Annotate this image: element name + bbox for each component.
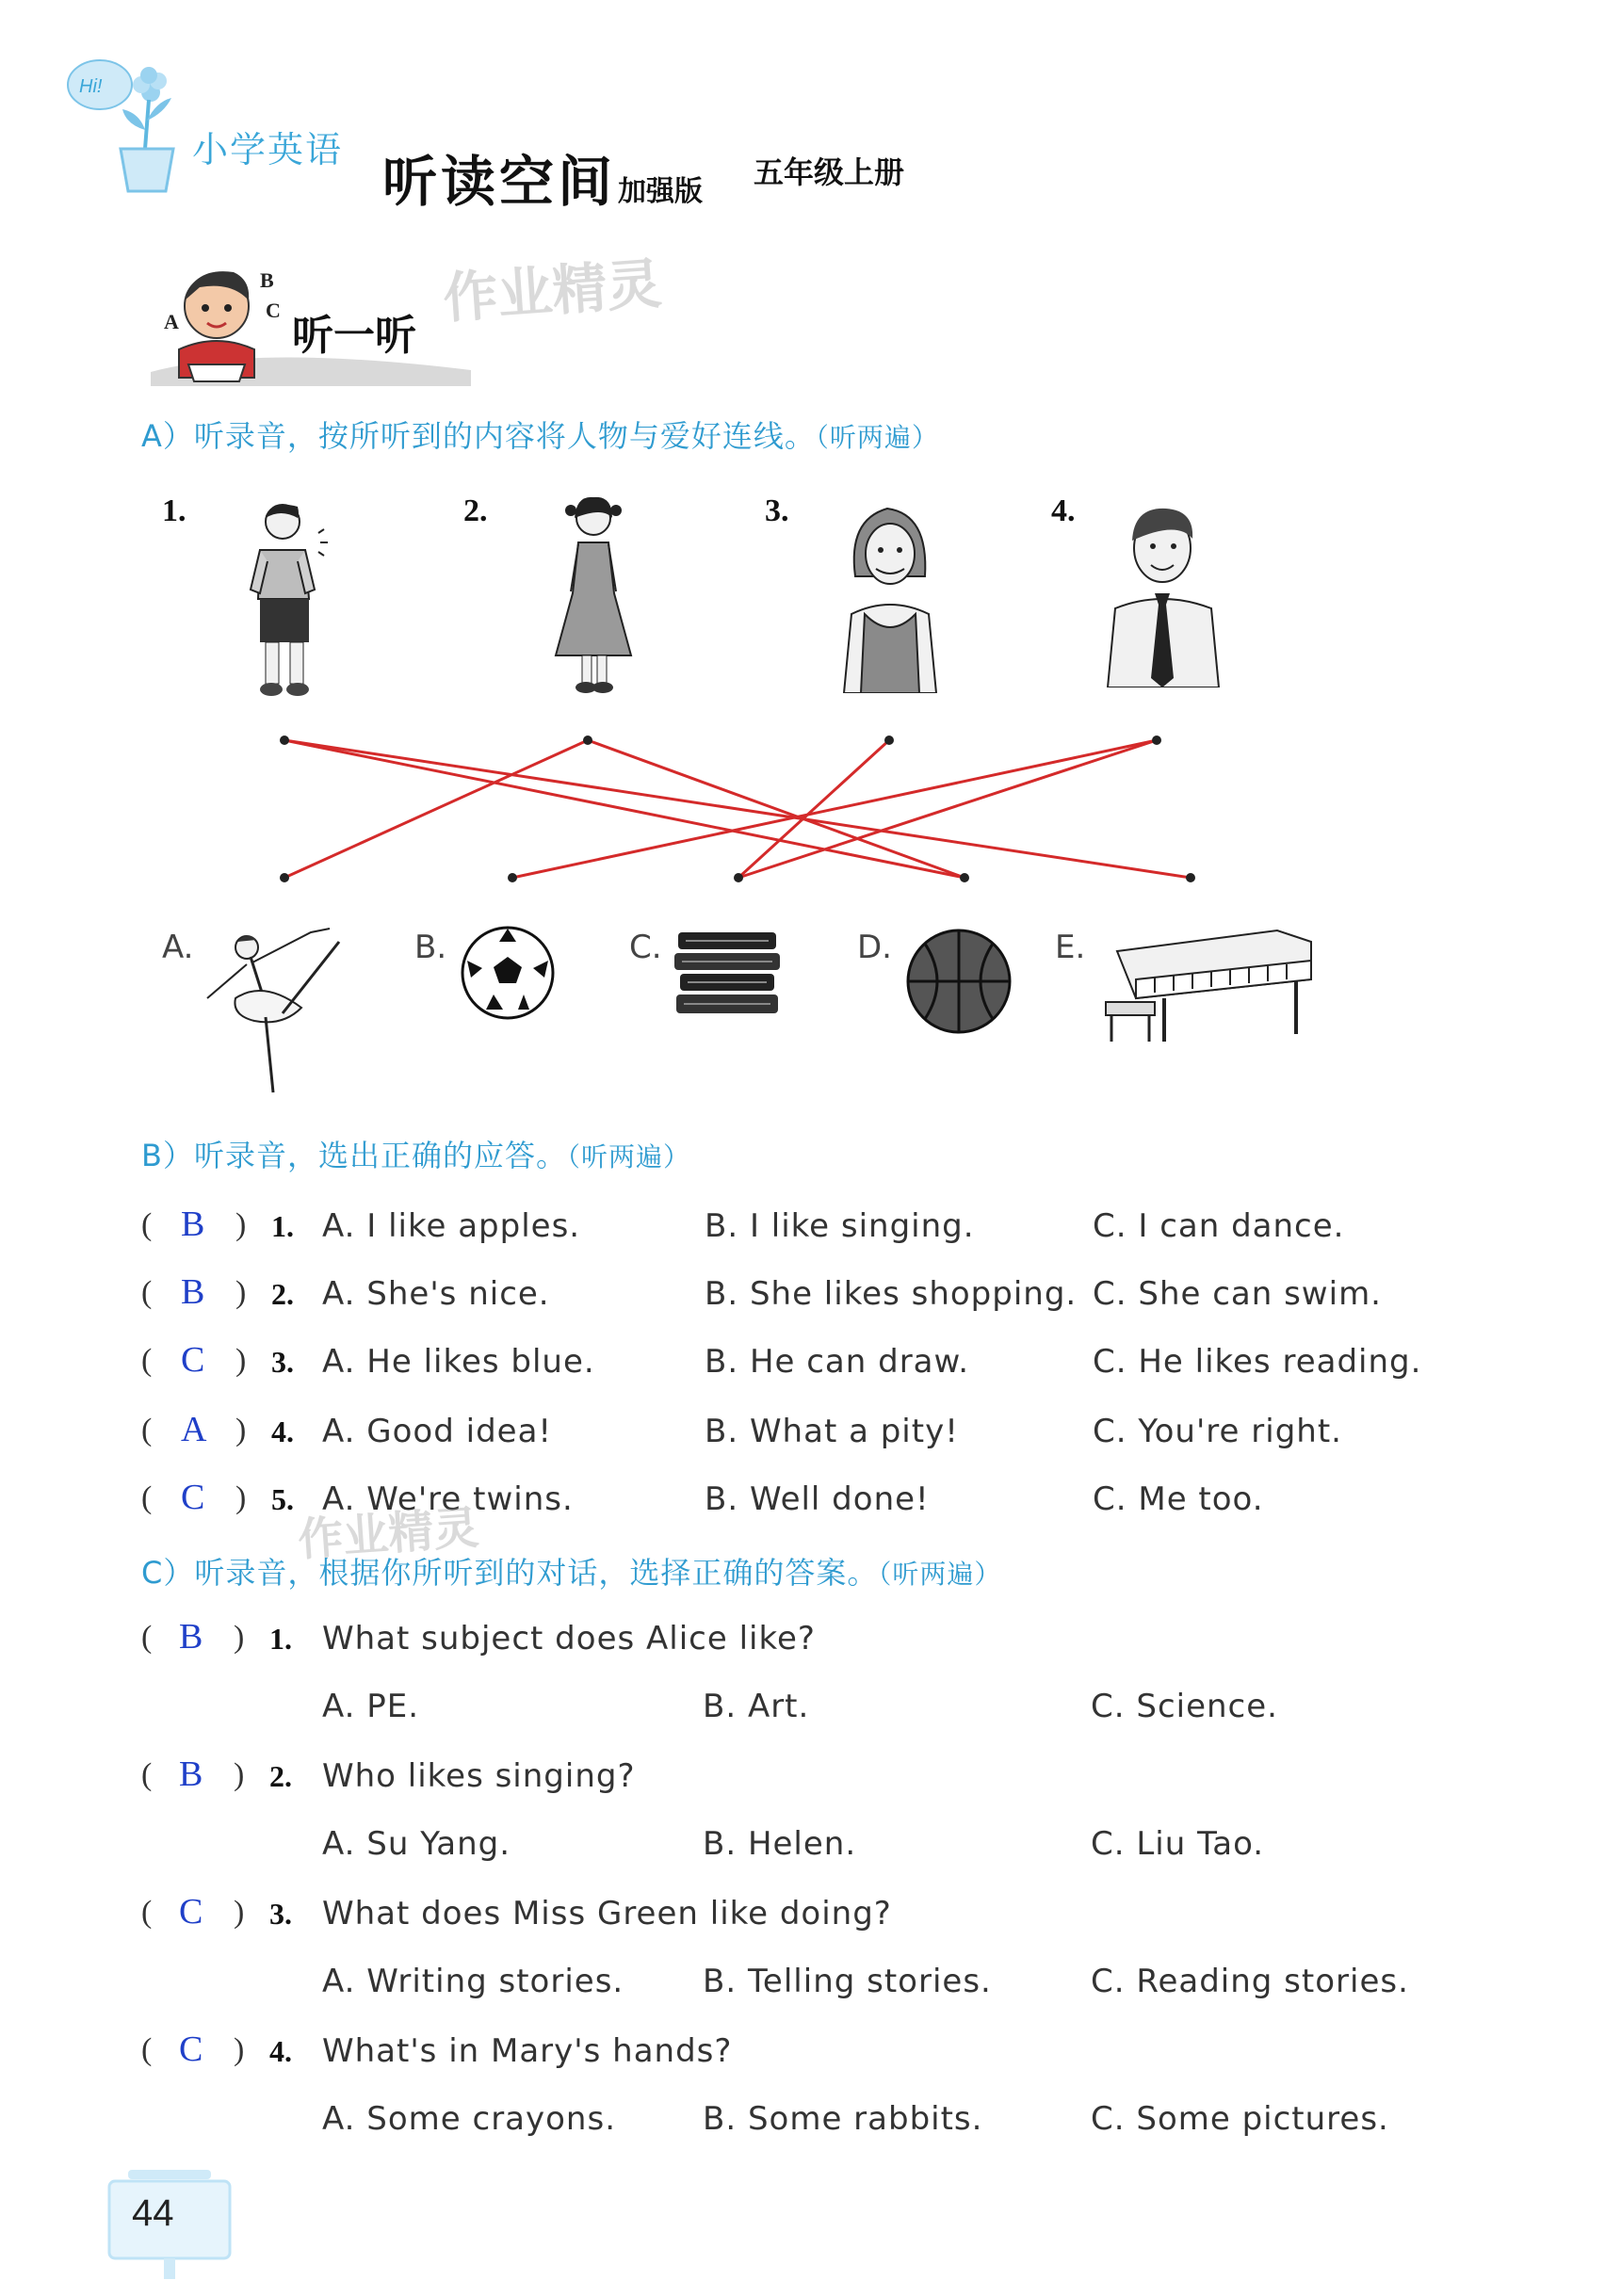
close-paren: ) — [234, 1620, 245, 1655]
section-title: 听一听 — [292, 312, 416, 360]
svg-text:A: A — [164, 310, 179, 333]
man-figure-icon — [1102, 499, 1224, 687]
question-text: Who likes singing? — [322, 1757, 636, 1795]
open-paren: ( — [141, 1207, 153, 1242]
hobby-image-d — [904, 927, 1013, 1036]
person-figure-1 — [243, 495, 337, 703]
close-paren: ) — [235, 1207, 247, 1242]
question-text: What's in Mary's hands? — [322, 2032, 733, 2070]
basketball-icon — [904, 927, 1013, 1036]
question-number: 4. — [269, 2034, 292, 2068]
watermark-2: 作业精灵 — [296, 1501, 481, 1567]
svg-text:C: C — [266, 299, 281, 322]
match-line-1-e — [284, 740, 1191, 878]
flower-pot-icon — [64, 55, 196, 196]
open-paren: ( — [141, 1620, 153, 1655]
option-b: B. I like singing. — [705, 1207, 975, 1245]
watermark: 作业精灵 — [441, 251, 664, 331]
header-title: 听读空间 — [382, 150, 617, 214]
hobby-letter-c: C. — [629, 929, 662, 966]
person-figure-3 — [838, 501, 942, 693]
option-b: B. Some rabbits. — [703, 2100, 983, 2138]
person-number-1: 1. — [162, 493, 186, 528]
option-a: A. Good idea! — [322, 1413, 553, 1450]
option-b: B. She likes shopping. — [705, 1275, 1078, 1313]
header-logo — [64, 55, 196, 196]
hobby-image-a — [198, 923, 349, 1102]
close-paren: ) — [235, 1413, 247, 1447]
close-paren: ) — [234, 1895, 245, 1930]
hobby-dot-b — [508, 873, 517, 882]
question-number: 4. — [271, 1415, 294, 1448]
option-b: B. Art. — [703, 1688, 810, 1725]
option-c: C. Reading stories. — [1091, 1963, 1409, 2000]
answer-mark: B — [179, 1617, 203, 1657]
option-b: B. What a pity! — [705, 1413, 959, 1450]
person-figure-4 — [1102, 499, 1224, 687]
books-icon — [671, 927, 787, 1019]
question-text: What subject does Alice like? — [322, 1620, 816, 1657]
close-paren: ) — [235, 1480, 247, 1515]
person-number-3: 3. — [765, 493, 789, 528]
logo-text: Hi! — [79, 76, 103, 97]
option-c: C. Some pictures. — [1091, 2100, 1389, 2138]
match-line-1-d — [284, 740, 965, 878]
ballerina-icon — [198, 923, 349, 1102]
question-number: 1. — [269, 1622, 292, 1656]
question-text: What does Miss Green like doing? — [322, 1895, 892, 1932]
answer-mark: C — [179, 2029, 203, 2069]
option-c: C. Me too. — [1093, 1480, 1264, 1518]
match-line-4-b — [512, 740, 1157, 878]
part-a-times: （听两遍） — [815, 422, 939, 453]
option-c: C. You're right. — [1093, 1413, 1342, 1450]
open-paren: ( — [141, 1343, 153, 1378]
option-a: A. Some crayons. — [322, 2100, 617, 2138]
option-c: C. Science. — [1091, 1688, 1278, 1725]
part-b-times: （听两遍） — [566, 1141, 690, 1172]
open-paren: ( — [141, 2032, 153, 2067]
match-line-2-d — [588, 740, 965, 878]
person-dot-1 — [280, 736, 289, 745]
option-a: A. Su Yang. — [322, 1825, 511, 1863]
match-line-3-c — [738, 740, 889, 878]
hobby-dot-a — [280, 873, 289, 882]
question-number: 3. — [271, 1345, 294, 1379]
option-a: A. We're twins. — [322, 1480, 574, 1518]
hobby-letter-d: D. — [857, 929, 892, 966]
question-number: 5. — [271, 1482, 294, 1516]
answer-mark: C — [181, 1478, 205, 1517]
person-dot-3 — [884, 736, 894, 745]
question-number: 3. — [269, 1897, 292, 1931]
close-paren: ) — [234, 2032, 245, 2067]
header-subject: 小学英语 — [192, 129, 344, 170]
girl-figure-icon — [546, 490, 640, 703]
header-grade: 五年级上册 — [754, 154, 905, 190]
option-b: B. Telling stories. — [703, 1963, 992, 2000]
close-paren: ) — [235, 1275, 247, 1310]
option-b: B. Helen. — [703, 1825, 857, 1863]
option-b: B. He can draw. — [705, 1343, 970, 1381]
answer-mark: B — [181, 1272, 205, 1312]
hobby-dot-d — [960, 873, 969, 882]
question-number: 2. — [269, 1759, 292, 1793]
close-paren: ) — [234, 1757, 245, 1792]
question-number: 1. — [271, 1209, 294, 1243]
hobby-letter-e: E. — [1055, 929, 1086, 966]
woman-figure-icon — [838, 501, 942, 693]
open-paren: ( — [141, 1413, 153, 1447]
option-c: C. He likes reading. — [1093, 1343, 1422, 1381]
part-c-instruction — [141, 1549, 1001, 1593]
answer-mark: B — [179, 1754, 203, 1794]
option-c: C. I can dance. — [1093, 1207, 1345, 1245]
svg-text:B: B — [260, 268, 274, 292]
person-figure-2 — [546, 490, 640, 703]
option-a: A. She's nice. — [322, 1275, 550, 1313]
question-number: 2. — [271, 1277, 294, 1311]
open-paren: ( — [141, 1895, 153, 1930]
answer-mark: C — [181, 1340, 205, 1380]
option-c: C. Liu Tao. — [1091, 1825, 1265, 1863]
soccer-ball-icon — [458, 923, 558, 1023]
part-c-times: （听两遍） — [878, 1559, 1002, 1590]
open-paren: ( — [141, 1275, 153, 1310]
match-line-4-c — [738, 740, 1157, 878]
hobby-image-e — [1098, 923, 1319, 1045]
option-a: A. Writing stories. — [322, 1963, 624, 2000]
part-b-instruction-text: B）听录音，选出正确的应答。 — [141, 1138, 567, 1173]
person-number-2: 2. — [463, 493, 488, 528]
part-a-instruction-text: A）听录音，按所听到的内容将人物与爱好连线。 — [141, 418, 816, 454]
hobby-image-b — [458, 923, 558, 1023]
option-a: A. I like apples. — [322, 1207, 581, 1245]
header-edition: 加强版 — [618, 175, 703, 208]
option-a: A. PE. — [322, 1688, 420, 1725]
page-number: 44 — [132, 2192, 174, 2234]
answer-mark: B — [181, 1205, 205, 1244]
open-paren: ( — [141, 1757, 153, 1792]
close-paren: ) — [235, 1343, 247, 1378]
person-dot-2 — [583, 736, 592, 745]
hobby-dot-e — [1186, 873, 1195, 882]
part-c-instruction-text: C）听录音，根据你所听到的对话，选择正确的答案。 — [141, 1555, 879, 1591]
piano-icon — [1098, 923, 1319, 1045]
option-c: C. She can swim. — [1093, 1275, 1382, 1313]
person-dot-4 — [1152, 736, 1161, 745]
hobby-letter-b: B. — [414, 929, 447, 966]
part-b-instruction — [141, 1132, 690, 1175]
open-paren: ( — [141, 1480, 153, 1515]
hobby-dot-c — [734, 873, 743, 882]
answer-mark: C — [179, 1892, 203, 1932]
hobby-image-c — [671, 927, 787, 1019]
person-number-4: 4. — [1051, 493, 1076, 528]
part-a-instruction — [141, 412, 939, 456]
answer-mark: A — [181, 1410, 207, 1449]
boy-figure-icon — [243, 495, 337, 703]
option-b: B. Well done! — [705, 1480, 930, 1518]
match-line-2-a — [284, 740, 588, 878]
hobby-letter-a: A. — [162, 929, 194, 966]
option-a: A. He likes blue. — [322, 1343, 595, 1381]
